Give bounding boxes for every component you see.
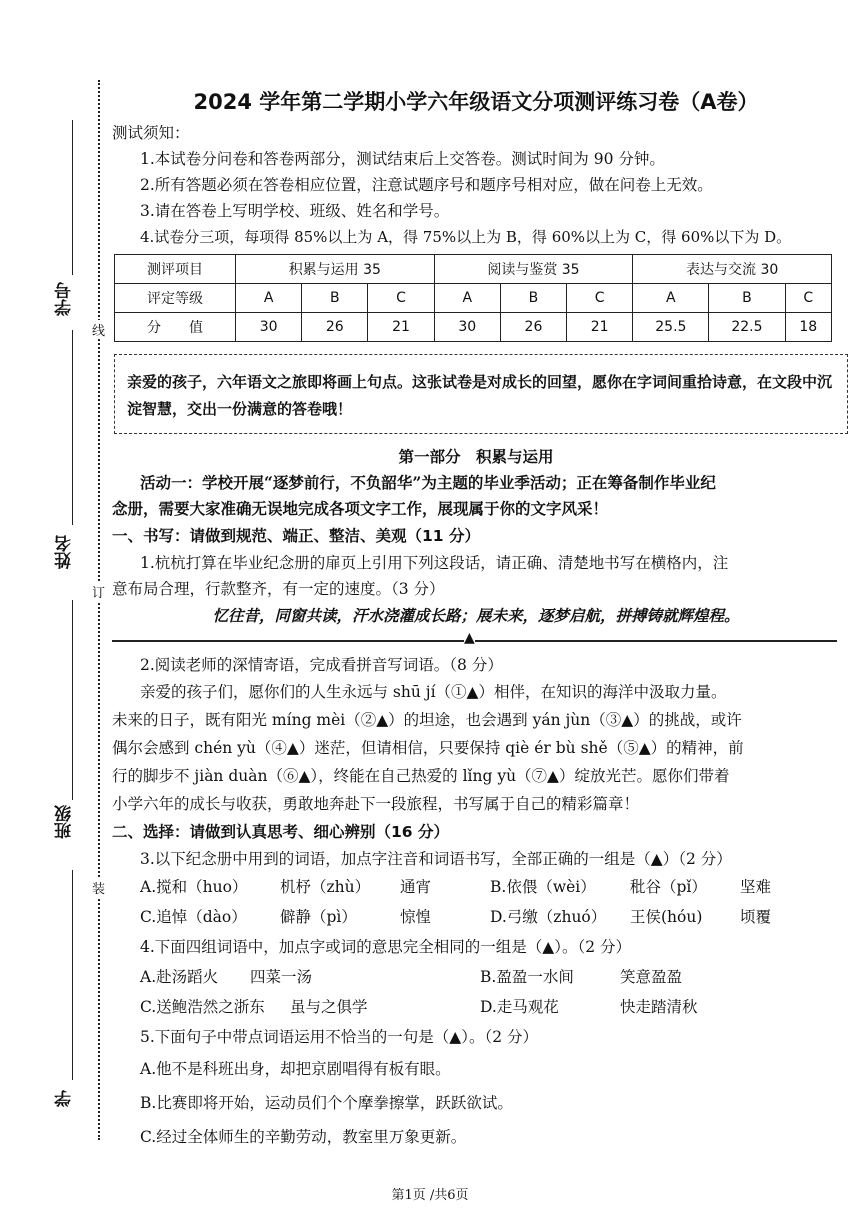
- notice-item: 4.试卷分三项，每项得 85%以上为 A，得 75%以上为 B，得 60%以上为 C，得 60%以下为 D。: [140, 228, 792, 246]
- table-cell: B: [500, 284, 566, 313]
- table-cell: 18: [785, 313, 832, 342]
- table-row: [115, 313, 832, 342]
- question-text: 3.以下纪念册中用到的词语，加点字注音和词语书写，全部正确的一组是（▲）（2 分）: [140, 850, 732, 868]
- student-id-line: [72, 120, 73, 275]
- option-item: C.追悼（dào）: [140, 908, 247, 926]
- table-cell: C: [567, 284, 633, 313]
- passage-line: 亲爱的孩子们，愿你们的人生永远与 shū jí（①▲）相伴，在知识的海洋中汲取力量。: [140, 683, 727, 701]
- question-text: 1.杭杭打算在毕业纪念册的扉页上引用下列这段话，请正确、清楚地书写在横格内，注: [140, 554, 729, 572]
- line-mark: 线: [92, 320, 105, 339]
- activity-text: 念册，需要大家准确无误地完成各项文字工作，展现属于你的文字风采！: [112, 499, 609, 518]
- option-item: B.依偎（wèi）: [490, 878, 596, 896]
- option-item: A.赴汤蹈火: [140, 968, 219, 986]
- copy-quote: 忆往昔，同窗共读，汗水浇灌成长路；展未来，逐梦启航，拼搏铸就辉煌程。: [212, 606, 740, 625]
- option-item: B.盈盈一水间: [480, 968, 574, 986]
- binding-dotted-line: [98, 80, 100, 1140]
- table-cell: C: [785, 284, 832, 313]
- table-cell: C: [368, 284, 434, 313]
- option-item: 四菜一汤: [250, 968, 313, 986]
- table-cell: B: [709, 284, 785, 313]
- question-text: 意布局合理，行款整齐，有一定的速度。（3 分）: [112, 580, 445, 598]
- option-row: [112, 902, 840, 932]
- table-row: [115, 255, 832, 284]
- table-cell: B: [302, 284, 368, 313]
- question-text: 4.下面四组词语中，加点字或词的意思完全相同的一组是（▲）。（2 分）: [140, 938, 631, 956]
- score-table: [114, 254, 832, 342]
- name-line: [72, 600, 73, 800]
- table-cell: A: [236, 284, 302, 313]
- table-row: [115, 284, 832, 313]
- page-footer: 第1页 /共6页: [391, 1188, 469, 1203]
- table-cell: 25.5: [633, 313, 709, 342]
- exam-paper: [112, 82, 840, 1154]
- class-line: [72, 870, 73, 1080]
- binding-margin: [0, 0, 110, 1216]
- option-item: 顷覆: [740, 908, 772, 926]
- table-cell: 22.5: [709, 313, 785, 342]
- binding-mark: 订: [92, 582, 105, 601]
- option-row: [112, 992, 840, 1022]
- table-cell: 阅读与鉴赏 35: [434, 255, 633, 284]
- option-item: 王侯(hóu): [630, 908, 703, 926]
- table-cell: A: [633, 284, 709, 313]
- part-title: 第一部分 积累与运用: [398, 448, 554, 466]
- notice-item: 3.请在答卷上写明学校、班级、姓名和学号。: [140, 202, 450, 220]
- question-text: 5.下面句子中带点词语运用不恰当的一句是（▲）。（2 分）: [140, 1028, 538, 1046]
- table-cell: 26: [302, 313, 368, 342]
- writing-line: [112, 630, 840, 650]
- table-cell: 积累与运用 35: [236, 255, 435, 284]
- passage-line: 行的脚步不 jiàn duàn（⑥▲），终能在自己热爱的 lǐng yù（⑦▲）绽放光芒。愿你们带着: [112, 767, 730, 785]
- option-item: C.经过全体师生的辛勤劳动，教室里万象更新。: [140, 1128, 467, 1146]
- option-item: 通宵: [400, 878, 432, 896]
- student-id-label: 学号: [55, 282, 75, 316]
- option-row: [112, 962, 840, 992]
- table-cell: A: [434, 284, 500, 313]
- option-item: 快走踏清秋: [620, 998, 698, 1016]
- option-item: 笑意盈盈: [620, 968, 683, 986]
- option-item: D.走马观花: [480, 998, 559, 1016]
- activity-text: 活动一：学校开展“逐梦前行，不负韶华”为主题的毕业季活动；正在筹备制作毕业纪: [140, 473, 716, 492]
- class-label: 班级: [55, 805, 75, 839]
- student-id-line-lower: [72, 330, 73, 525]
- option-item: 坚难: [740, 878, 772, 896]
- notice-heading: 测试须知：: [112, 124, 190, 142]
- table-cell: 21: [368, 313, 434, 342]
- table-cell: 测评项目: [115, 255, 236, 284]
- passage-line: 小学六年的成长与收获，勇敢地奔赴下一段旅程，书写属于自己的精彩篇章！: [112, 795, 640, 813]
- notice-item: 2.所有答题必须在答卷相应位置，注意试题序号和题序号相对应，做在问卷上无效。: [140, 176, 713, 194]
- option-item: A.他不是科班出身，却把京剧唱得有板有眼。: [140, 1060, 451, 1078]
- passage-line: 偶尔会感到 chén yù（④▲）迷茫，但请相信，只要保持 qiè ér bù shě（⑤▲）的精神，前: [112, 739, 744, 757]
- option-item: C.送鲍浩然之浙东: [140, 998, 265, 1016]
- option-item: B.比赛即将开始，运动员们个个摩拳擦掌，跃跃欲试。: [140, 1094, 513, 1112]
- table-cell: 评定等级: [115, 284, 236, 313]
- option-row: [112, 872, 840, 902]
- message-box: 亲爱的孩子，六年语文之旅即将画上句点。这张试卷是对成长的回望，愿你在字词间重拾诗意，在文段中沉淀智慧，交出一份满意的答卷哦！: [114, 354, 848, 434]
- option-item: 僻静（pì）: [280, 908, 357, 926]
- option-item: D.弓缴（zhuó）: [490, 908, 607, 926]
- option-item: A.搅和（huo）: [140, 878, 248, 896]
- answer-triangle-icon: ▲: [464, 630, 475, 646]
- table-cell: 30: [236, 313, 302, 342]
- section-heading: 二、选择：请做到认真思考、细心辨别（16 分）: [112, 823, 449, 841]
- notice-item: 1.本试卷分问卷和答卷两部分，测试结束后上交答卷。测试时间为 90 分钟。: [140, 150, 665, 168]
- option-item: 秕谷（pǐ）: [630, 878, 707, 896]
- table-cell: 30: [434, 313, 500, 342]
- name-label: 姓名: [55, 535, 75, 569]
- passage-line: 未来的日子，既有阳光 míng mèi（②▲）的坦途，也会遇到 yán jùn（③▲）的挑战，或许: [112, 711, 742, 729]
- option-item: 惊惶: [400, 908, 432, 926]
- table-cell: 26: [500, 313, 566, 342]
- question-text: 2.阅读老师的深情寄语，完成看拼音写词语。（8 分）: [140, 656, 503, 674]
- school-label: 学: [55, 1090, 75, 1107]
- table-cell: 21: [567, 313, 633, 342]
- sewing-mark: 装: [92, 878, 105, 897]
- option-item: 机杼（zhù）: [280, 878, 371, 896]
- option-item: 虽与之俱学: [290, 998, 368, 1016]
- table-cell: 分 值: [115, 313, 236, 342]
- table-cell: 表达与交流 30: [633, 255, 832, 284]
- section-heading: 一、书写：请做到规范、端正、整洁、美观（11 分）: [112, 527, 480, 545]
- page-title: 2024 学年第二学期小学六年级语文分项测评练习卷（A卷）: [193, 90, 759, 114]
